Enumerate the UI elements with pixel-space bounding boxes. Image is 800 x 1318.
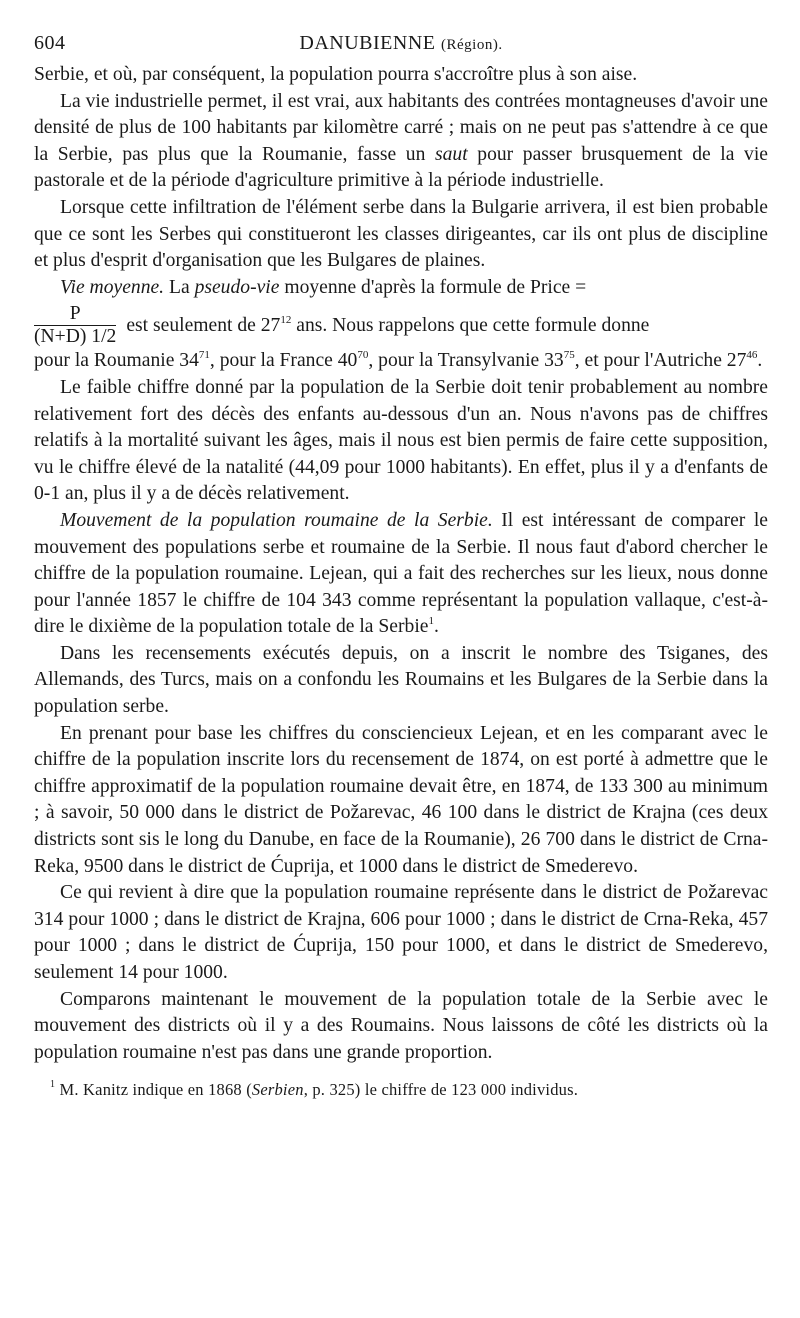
price-formula — [34, 303, 116, 348]
formula-text-b: ans. Nous rappelons que cette formule donne — [291, 314, 650, 336]
paragraph-2-text: La vie industrielle permet, il est vrai, aux habitants des contrées montagneuses d'avoir une densité de plus de 100 habitants par kilomètre carré ; mais on ne peut pas s'attendre à ce que la Serbie, pas plus que la Roumanie, fasse un — [34, 90, 768, 165]
formula-numerator: P — [34, 303, 116, 326]
paragraph-2-italic: saut — [435, 143, 468, 165]
paragraph-4-line — [34, 275, 768, 302]
p4-text-5: . — [757, 350, 763, 372]
page-number: 604 — [34, 32, 66, 54]
p4-text-3: , pour la Transylvanie 33 — [368, 350, 564, 372]
footnote — [34, 1080, 768, 1100]
footnote-text-b: , p. 325) le chiffre de 123 000 individus. — [303, 1080, 579, 1100]
footnote-marker: 1 — [50, 1079, 56, 1091]
p4-sup-1: 71 — [198, 349, 210, 362]
footnote-reference: 1 — [428, 615, 434, 628]
paragraph-6-text: Il est intéressant de comparer le mouvement des populations serbe et roumaine de la Serbie. Il nous faut d'abord chercher le chiffre de la population roumaine. Lejean, qui a fait des recherches sur les lieux, nous donne pour l'année 1857 le chiffre de 104 343 comme représentant la population vallaque, c'est-à-dire le dixième de la population totale de la Serbie — [34, 509, 768, 638]
formula-text — [126, 313, 649, 340]
paragraph-2 — [34, 89, 768, 195]
paragraph-4-italic: pseudo-vie — [194, 276, 280, 298]
formula-text-a: est seulement de 27 — [126, 314, 281, 336]
p4-text-2: , pour la France 40 — [209, 350, 358, 372]
paragraph-6-end: . — [433, 616, 439, 638]
p4-sup-4: 46 — [746, 349, 758, 362]
p4-text-4: , et pour l'Autriche 27 — [574, 350, 747, 372]
price-formula-line — [34, 303, 768, 348]
section-heading-vie-moyenne: Vie moyenne. — [60, 276, 165, 298]
paragraph-8: En prenant pour base les chiffres du consciencieux Lejean, et en les comparant avec le chiffre de la population inscrite lors du recensement de 1874, on est porté à admettre que le chiffre approximatif de la population roumaine devait être, en 1874, de 133 300 au minimum ; à savoir, 50 000 dans le district de Požarevac, 46 100 dans le district de Krajna (ces deux districts sont sis le long du Danube, en face de la Roumanie), 26 700 dans le district de Crna-Reka, 9500 dans le district de Ćuprija, et 1000 dans le district de Smederevo. — [34, 722, 768, 877]
running-title-main: DANUBIENNE — [299, 32, 436, 54]
paragraph-6 — [34, 508, 768, 641]
footnote-italic: Serbien — [251, 1080, 304, 1100]
footnote-text-a: M. Kanitz indique en 1868 ( — [55, 1080, 252, 1100]
paragraph-10: Comparons maintenant le mouvement de la population totale de la Serbie avec le mouvement des districts où il y a des Roumains. Nous laissons de côté les districts où la population roumaine n'est pas dans une grande proportion. — [34, 988, 768, 1063]
paragraph-4-text-b: moyenne d'après la formule de Price = — [279, 276, 587, 298]
paragraph-4-text-a: La — [164, 276, 195, 298]
running-title-sub: (Région). — [441, 37, 503, 53]
p4-sup-3: 75 — [563, 349, 575, 362]
paragraph-1: Serbie, et où, par conséquent, la population pourra s'accroître plus à son aise. — [34, 64, 638, 85]
paragraph-9: Ce qui revient à dire que la population roumaine représente dans le district de Požarevac 314 pour 1000 ; dans le district de Krajna, 606 pour 1000 ; dans le district de Crna-Reka, 457 pour 1000 ; dans le district de Ćuprija, 150 pour 1000, et dans le district de Smederevo, seulement 14 pour 1000. — [34, 882, 768, 983]
formula-superscript: 12 — [280, 313, 292, 326]
paragraph-5: Le faible chiffre donné par la population de la Serbie doit tenir probablement au nombre relativement fort des décès des enfants au-dessous d'un an. Nous n'avons pas de chiffres relatifs à la mortalité suivant les âges, mais il nous est bien permis de faire cette supposition, vu le chiffre élevé de la natalité (44,09 pour 1000 habitants). En effet, plus il y a d'enfants de 0-1 an, plus il y a de décès relativement. — [34, 376, 768, 505]
section-heading-mouvement: Mouvement de la population roumaine de la Serbie. — [60, 509, 493, 531]
running-header — [34, 26, 768, 62]
paragraph-2-end: pour passer brusquement de la vie pastorale et de la période d'agriculture primitive à la période industrielle. — [34, 143, 768, 192]
formula-denominator: (N+D) 1/2 — [34, 326, 117, 348]
running-title — [34, 32, 768, 55]
p4-sup-2: 70 — [357, 349, 369, 362]
paragraph-4-continued — [34, 348, 768, 375]
paragraph-7: Dans les recensements exécutés depuis, on a inscrit le nombre des Tsiganes, des Allemands, des Turcs, mais on a confondu les Roumains et les Bulgares de la Serbie dans la population serbe. — [34, 642, 768, 718]
p4-text-1: pour la Roumanie 34 — [34, 350, 199, 372]
paragraph-3: Lorsque cette infiltration de l'élément serbe dans la Bulgarie arrivera, il est bien probable que ce sont les Serbes qui constitueront les classes dirigeantes, car ils ont plus de discipline et plus d'esprit d'organisation que les Bulgares de plaines. — [34, 196, 768, 272]
book-page — [34, 26, 768, 1100]
